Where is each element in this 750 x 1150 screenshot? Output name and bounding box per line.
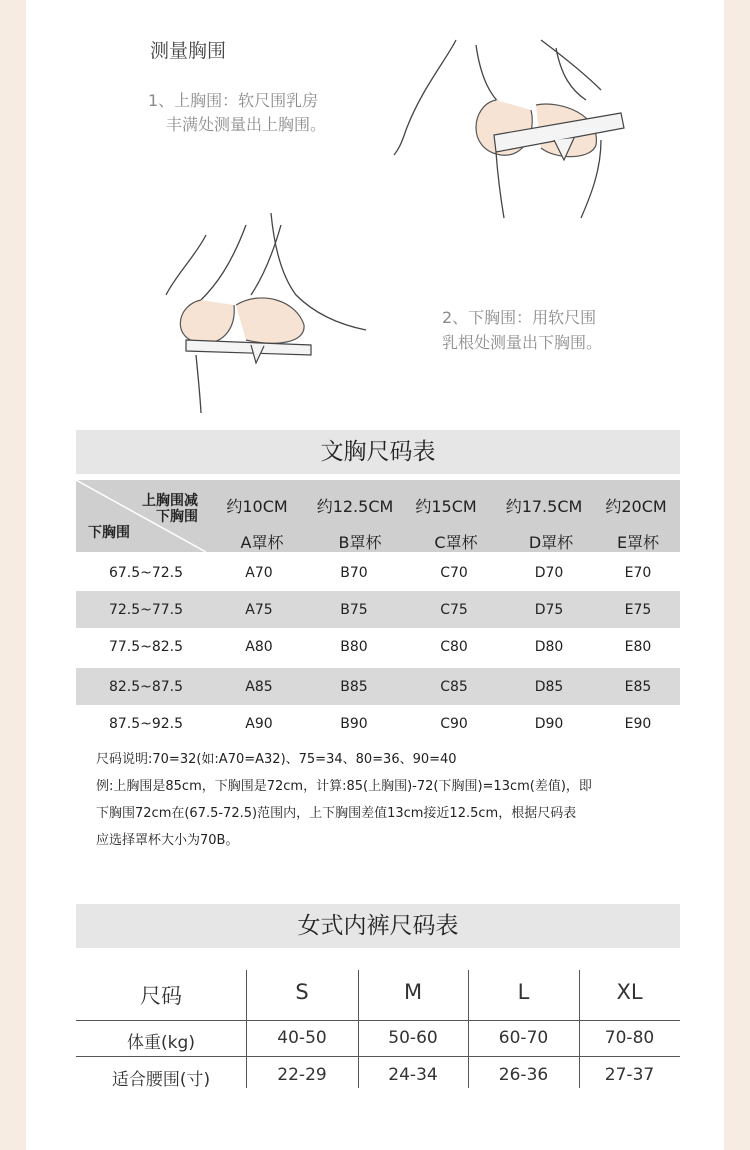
upper-bust-illustration bbox=[386, 20, 636, 220]
header-size-s: S bbox=[295, 980, 309, 1004]
range-cell: 72.5~77.5 bbox=[108, 602, 184, 618]
header-size-l: L bbox=[517, 980, 530, 1004]
measure-title: 测量胸围 bbox=[150, 40, 227, 62]
bra-table-title: 文胸尺码表 bbox=[76, 430, 680, 474]
size-cell: E80 bbox=[624, 639, 652, 655]
size-cell: E70 bbox=[624, 565, 652, 581]
diff-col-3: 约15CM bbox=[415, 497, 477, 516]
diff-col-5: 约20CM bbox=[605, 497, 667, 516]
size-cell: D90 bbox=[534, 716, 564, 732]
size-note-1: 尺码说明:70=32(如:A70=A32)、75=34、80=36、90=40 bbox=[96, 752, 457, 767]
step2-line2: 乳根处测量出下胸围。 bbox=[442, 333, 603, 352]
bra-table-header bbox=[76, 480, 680, 552]
cup-col-3: C罩杯 bbox=[434, 533, 478, 552]
size-cell: E75 bbox=[624, 602, 652, 618]
diff-col-2: 约12.5CM bbox=[316, 497, 394, 516]
waist-value: 27-37 bbox=[604, 1065, 655, 1085]
header-size-label: 尺码 bbox=[140, 984, 182, 1008]
under-bust-illustration bbox=[156, 205, 386, 415]
size-cell: A80 bbox=[245, 639, 273, 655]
size-cell: E85 bbox=[624, 679, 652, 695]
table-row bbox=[76, 628, 680, 665]
weight-label: 体重(kg) bbox=[127, 1033, 195, 1053]
range-cell: 82.5~87.5 bbox=[108, 679, 184, 695]
size-cell: B75 bbox=[340, 602, 368, 618]
waist-value: 24-34 bbox=[388, 1065, 438, 1085]
cup-col-1: A罩杯 bbox=[240, 533, 284, 552]
corner-bottom: 下胸围 bbox=[88, 525, 130, 541]
range-cell: 87.5~92.5 bbox=[108, 716, 184, 732]
size-note-2: 例:上胸围是85cm，下胸围是72cm，计算:85(上胸围)-72(下胸围)=13cm(差值)，即 bbox=[96, 779, 592, 794]
size-cell: C80 bbox=[440, 639, 468, 655]
table-row bbox=[76, 554, 680, 591]
divider bbox=[76, 1056, 680, 1057]
step2-line1: 2、下胸围：用软尺围 bbox=[442, 308, 597, 327]
panty-table-title: 女式内裤尺码表 bbox=[76, 904, 680, 948]
header-size-xl: XL bbox=[616, 980, 643, 1004]
size-cell: C75 bbox=[440, 602, 468, 618]
waist-label: 适合腰围(寸) bbox=[111, 1070, 211, 1090]
cup-col-4: D罩杯 bbox=[528, 533, 574, 552]
header-size-m: M bbox=[403, 980, 423, 1004]
diff-col-4: 约17.5CM bbox=[505, 497, 583, 516]
weight-value: 70-80 bbox=[604, 1028, 655, 1048]
size-note-3: 下胸围72cm在(67.5-72.5)范围内，上下胸围差值13cm接近12.5cm，根据尺码表 bbox=[96, 806, 577, 821]
size-cell: B80 bbox=[340, 639, 368, 655]
weight-value: 40-50 bbox=[277, 1028, 327, 1048]
size-cell: C85 bbox=[440, 679, 468, 695]
step1-line1: 1、上胸围：软尺围乳房 bbox=[148, 91, 319, 110]
cup-col-5: E罩杯 bbox=[616, 533, 660, 552]
waist-value: 26-36 bbox=[498, 1065, 549, 1085]
panty-table bbox=[76, 970, 680, 1090]
page bbox=[26, 0, 724, 1150]
divider bbox=[76, 1020, 680, 1021]
table-row bbox=[76, 705, 680, 742]
size-cell: D70 bbox=[534, 565, 564, 581]
size-cell: B85 bbox=[340, 679, 368, 695]
size-cell: D85 bbox=[534, 679, 564, 695]
size-cell: B70 bbox=[340, 565, 368, 581]
size-cell: C90 bbox=[440, 716, 468, 732]
size-cell: B90 bbox=[340, 716, 368, 732]
range-cell: 67.5~72.5 bbox=[108, 565, 184, 581]
corner-top-line2: 下胸围 bbox=[156, 509, 198, 525]
weight-value: 50-60 bbox=[388, 1028, 438, 1048]
size-cell: E90 bbox=[624, 716, 652, 732]
diff-col-1: 约10CM bbox=[226, 497, 288, 516]
cup-col-2: B罩杯 bbox=[338, 533, 382, 552]
size-note-4: 应选择罩杯大小为70B。 bbox=[96, 833, 239, 848]
weight-value: 60-70 bbox=[498, 1028, 549, 1048]
waist-value: 22-29 bbox=[277, 1065, 327, 1085]
step1-line2: 丰满处测量出上胸围。 bbox=[166, 115, 327, 134]
size-cell: A90 bbox=[245, 716, 273, 732]
size-cell: A75 bbox=[245, 602, 273, 618]
table-row bbox=[76, 668, 680, 705]
corner-top-line1: 上胸围减 bbox=[142, 493, 198, 509]
size-cell: D75 bbox=[534, 602, 564, 618]
size-cell: C70 bbox=[440, 565, 468, 581]
size-cell: D80 bbox=[534, 639, 564, 655]
range-cell: 77.5~82.5 bbox=[108, 639, 184, 655]
size-cell: A70 bbox=[245, 565, 273, 581]
table-row bbox=[76, 591, 680, 628]
size-cell: A85 bbox=[245, 679, 273, 695]
